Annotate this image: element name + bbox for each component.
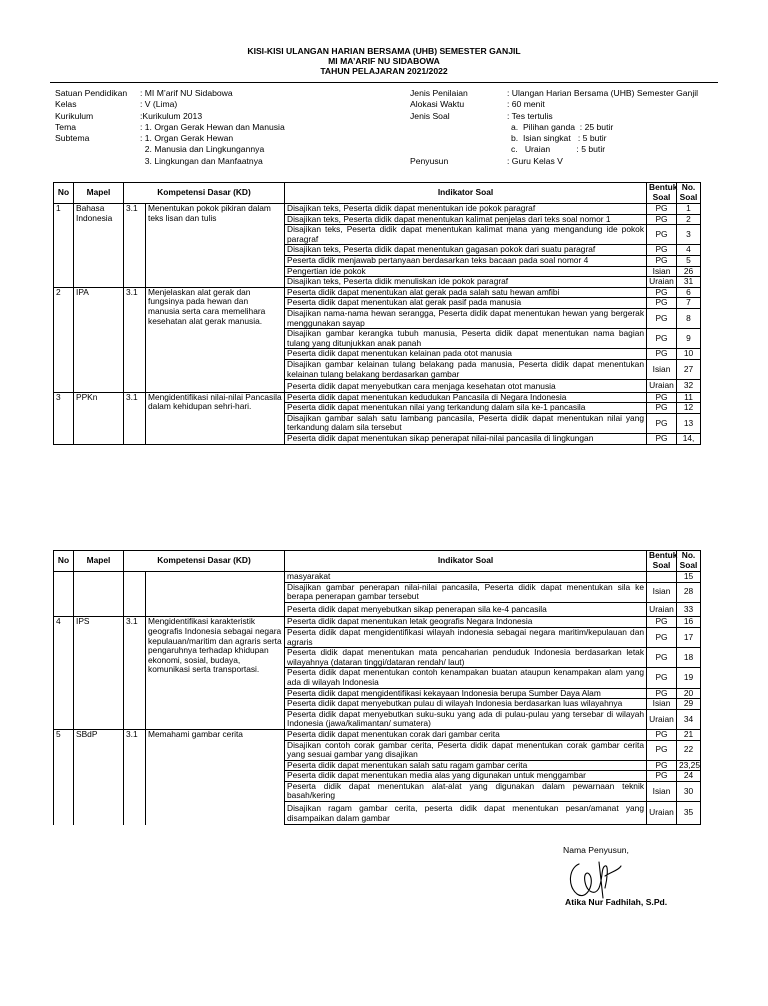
indicator-text: Pengertian ide pokok [285, 266, 647, 277]
col-bentuk: Bentuk Soal [647, 551, 677, 572]
indicator-text: Peserta didik dapat menentukan alat-alat yang digunakan dalam pewarnaan teknik basah/kering [285, 781, 647, 801]
indicator-text: Peserta didik dapat menentukan kedudukan Pancasila di Negara Indonesia [285, 392, 647, 403]
indicator-text: Peserta didik dapat menentukan contoh kenampakan buatan ataupun kenampakan alam yang ada di wilayah Indonesia [285, 668, 647, 688]
signer-name: Atika Nur Fadhilah, S.Pd. [565, 897, 668, 907]
table-header-row [54, 551, 701, 572]
row-no: 5 [54, 729, 74, 824]
col-no: No [54, 551, 74, 572]
question-number: 23,25 [677, 760, 701, 771]
row-kd-number: 3.1 [124, 287, 146, 392]
form-type: PG [647, 617, 677, 628]
question-number: 12 [677, 403, 701, 414]
indicator-text: Peserta didik dapat menentukan alat gerak pasif pada manusia [285, 298, 647, 309]
table-row [54, 204, 701, 215]
row-kd: Mengidentifikasi karakteristik geografis Indonesia sebagai negara kepulauan/maritim dan agraris serta pengaruhnya terhadap khidupan ekonomi, sosial, budaya, komunikasi serta transportasi. [146, 617, 285, 730]
form-type: PG [647, 688, 677, 699]
info-left: Satuan Pendidikan : MI M’arif NU Sidabowa Kelas : V (Lima) Kurikulum :Kurikulum 2013 Tema : 1. Organ Gerak Hewan dan Manusia Subtema : 1. Organ Gerak Hewan 2. Manusia dan Lingkungannya 3. Lingkungan dan Manfaatnya [55, 88, 285, 166]
form-type: PG [647, 434, 677, 445]
indicator-text: Peserta didik dapat menentukan salah satu ragam gambar cerita [285, 760, 647, 771]
indicator-text: Peserta didik dapat menentukan media alas yang digunakan untuk menggambar [285, 771, 647, 782]
row-kd: Menjelaskan alat gerak dan fungsinya pada hewan dan manusia serta cara memelihara kesehatan alat gerak manusia. [146, 287, 285, 392]
form-type: PG [647, 287, 677, 298]
indicator-text: Peserta didik dapat menentukan sikap penerapat nilai-nilai pancasila di lingkungan [285, 434, 647, 445]
question-number: 16 [677, 617, 701, 628]
form-type: PG [647, 308, 677, 328]
question-number: 15 [677, 572, 701, 583]
row-no: 1 [54, 204, 74, 288]
question-number: 24 [677, 771, 701, 782]
question-number: 2 [677, 214, 701, 225]
question-number: 1 [677, 204, 701, 215]
form-type: Isian [647, 266, 677, 277]
col-bentuk: Bentuk Soal [647, 183, 677, 204]
table-row [54, 392, 701, 403]
col-kd: Kompetensi Dasar (KD) [124, 183, 285, 204]
question-number: 4 [677, 245, 701, 256]
question-number: 19 [677, 668, 701, 688]
question-number: 9 [677, 329, 701, 349]
row-kd-number: 3.1 [124, 729, 146, 824]
col-mapel: Mapel [74, 183, 124, 204]
signature-label: Nama Penyusun, [563, 845, 629, 855]
kisi-table-page2 [53, 550, 701, 825]
indicator-text: Disajikan gambar salah satu lambang pancasila, Peserta didik dapat menentukan nilai yang terkandung dalam sila tersebut [285, 413, 647, 433]
form-type: PG [647, 214, 677, 225]
indicator-text: Disajikan gambar penerapan nilai-nilai pancasila, Peserta didik dapat menentukan sila ke berapa penerapan gambar tersebut [285, 582, 647, 602]
indicator-text: Peserta didik dapat menyebutkan sikap penerapan sila ke-4 pancasila [285, 602, 647, 617]
form-type: Uraian [647, 277, 677, 288]
col-no: No [54, 183, 74, 204]
row-no: 3 [54, 392, 74, 444]
form-type: PG [647, 668, 677, 688]
question-number: 3 [677, 225, 701, 245]
question-number: 35 [677, 802, 701, 825]
form-type: PG [647, 760, 677, 771]
row-kd-number: 3.1 [124, 204, 146, 288]
indicator-text: Disajikan teks, Peserta didik dapat menentukan kalimat mana yang mengandung ide pokok paragraf [285, 225, 647, 245]
form-type: Isian [647, 699, 677, 710]
indicator-text: Peserta didik dapat mengidentifikasi kekayaan Indonesia berupa Sumber Daya Alam [285, 688, 647, 699]
school-name: MI MA’ARIF NU SIDABOWA [328, 56, 440, 66]
col-nosoal: No. Soal [677, 183, 701, 204]
form-type: PG [647, 771, 677, 782]
question-number: 27 [677, 359, 701, 379]
question-number: 31 [677, 277, 701, 288]
indicator-text: Disajikan gambar kelainan tulang belakang pada manusia, Peserta didik dapat menentukan kelainan tulang belakang berdasarkan gambar [285, 359, 647, 379]
question-number: 28 [677, 582, 701, 602]
header-divider [50, 82, 718, 83]
indicator-text: Disajikan ragam gambar cerita, peserta didik dapat menentukan pesan/amanat yang disampaikan dalam gambar [285, 802, 647, 825]
indicator-text: Peserta didik dapat menyebutkan suku-suku yang ada di pulau-pulau yang tersebar di wilayah Indonesia (jawa/kalimantan/ sumatera) [285, 709, 647, 729]
form-type: PG [647, 403, 677, 414]
form-type: PG [647, 329, 677, 349]
indicator-text: Peserta didik dapat menentukan kelainan pada otot manusia [285, 349, 647, 360]
form-type: PG [647, 740, 677, 760]
form-type: PG [647, 413, 677, 433]
indicator-text: Peserta didik dapat menentukan letak geografis Negara Indonesia [285, 617, 647, 628]
row-no: 4 [54, 617, 74, 730]
indicator-text: Disajikan teks, Peserta didik dapat menentukan ide pokok paragraf [285, 204, 647, 215]
indicator-text: Peserta didik menjawab pertanyaan berdasarkan teks bacaan pada soal nomor 4 [285, 255, 647, 266]
form-type: Uraian [647, 380, 677, 393]
question-number: 13 [677, 413, 701, 433]
indicator-text: Disajikan contoh corak gambar cerita, Peserta didik dapat menentukan corak gambar cerita yang sesuai gambar yang disajikan [285, 740, 647, 760]
row-kd-number: 3.1 [124, 392, 146, 444]
question-number: 5 [677, 255, 701, 266]
indicator-text: Peserta didik dapat menyebutkan cara menjaga kesehatan otot manusia [285, 380, 647, 393]
form-type: Uraian [647, 802, 677, 825]
question-number: 11 [677, 392, 701, 403]
indicator-text: Disajikan teks, Peserta didik dapat menentukan kalimat penjelas dari teks soal nomor 1 [285, 214, 647, 225]
question-number: 34 [677, 709, 701, 729]
table-row [54, 729, 701, 740]
doc-title: KISI-KISI ULANGAN HARIAN BERSAMA (UHB) SEMESTER GANJIL [247, 46, 521, 56]
signature-scribble [565, 858, 625, 902]
indicator-text: Peserta didik dapat menentukan mata pencaharian penduduk Indonesia berdasarkan letak wilayahnya (dataran tinggi/dataran rendah/ laut) [285, 648, 647, 668]
question-number: 29 [677, 699, 701, 710]
row-kd: Memahami gambar cerita [146, 729, 285, 824]
question-number: 8 [677, 308, 701, 328]
table-row [54, 572, 701, 583]
indicator-text: Disajikan gambar kerangka tubuh manusia, Peserta didik dapat menentukan nama bagian tulang yang ditunjukkan anak panah [285, 329, 647, 349]
table-header-row [54, 183, 701, 204]
indicator-text: Peserta didik dapat menyebutkan pulau di wilayah Indonesia berdasarkan luas wilayahnya [285, 699, 647, 710]
question-number: 14, [677, 434, 701, 445]
form-type: Isian [647, 359, 677, 379]
question-number: 26 [677, 266, 701, 277]
form-type: PG [647, 225, 677, 245]
form-type: Uraian [647, 709, 677, 729]
question-number: 33 [677, 602, 701, 617]
row-no: 2 [54, 287, 74, 392]
indicator-text: Peserta didik dapat menentukan alat gerak pada salah satu hewan amfibi [285, 287, 647, 298]
info-right: Jenis Penilaian : Ulangan Harian Bersama (UHB) Semester Ganjil Alokasi Waktu : 60 menit Jenis Soal : Tes tertulis a. Pilihan ganda : 25 butir b. Isian singkat : 5 butir c. Uraian : 5 butir Penyusun : Guru Kelas V [410, 88, 699, 166]
form-type: Uraian [647, 602, 677, 617]
form-type: PG [647, 298, 677, 309]
form-type: PG [647, 204, 677, 215]
indicator-text: Peserta didik dapat menentukan nilai yang terkandung dalam sila ke-1 pancasila [285, 403, 647, 414]
form-type: PG [647, 392, 677, 403]
col-mapel: Mapel [74, 551, 124, 572]
question-number: 18 [677, 648, 701, 668]
form-type: Isian [647, 781, 677, 801]
table-row [54, 617, 701, 628]
table-row [54, 287, 701, 298]
form-type: PG [647, 729, 677, 740]
row-mapel: IPS [74, 617, 124, 730]
kisi-table-page1 [53, 182, 701, 445]
question-number: 22 [677, 740, 701, 760]
question-number: 7 [677, 298, 701, 309]
form-type: PG [647, 255, 677, 266]
row-kd: Menentukan pokok pikiran dalam teks lisan dan tulis [146, 204, 285, 288]
row-kd-number: 3.1 [124, 617, 146, 730]
indicator-text: Peserta didik dapat menentukan corak dari gambar cerita [285, 729, 647, 740]
question-number: 30 [677, 781, 701, 801]
question-number: 21 [677, 729, 701, 740]
row-mapel: Bahasa Indonesia [74, 204, 124, 288]
form-type: PG [647, 648, 677, 668]
form-type: PG [647, 627, 677, 647]
question-number: 10 [677, 349, 701, 360]
indicator-text: masyarakat [285, 572, 647, 583]
indicator-text: Disajikan teks, Peserta didik menuliskan ide pokok paragraf [285, 277, 647, 288]
row-mapel: SBdP [74, 729, 124, 824]
indicator-text: Disajikan teks, Peserta didik dapat menentukan gagasan pokok dari suatu paragraf [285, 245, 647, 256]
row-kd: Mengidentifikasi nilai-nilai Pancasila dalam kehidupan sehri-hari. [146, 392, 285, 444]
row-mapel: PPKn [74, 392, 124, 444]
question-number: 17 [677, 627, 701, 647]
col-indikator: Indikator Soal [285, 183, 647, 204]
academic-year: TAHUN PELAJARAN 2021/2022 [320, 66, 448, 76]
col-nosoal: No. Soal [677, 551, 701, 572]
question-number: 32 [677, 380, 701, 393]
form-type: PG [647, 245, 677, 256]
col-indikator: Indikator Soal [285, 551, 647, 572]
question-number: 6 [677, 287, 701, 298]
col-kd: Kompetensi Dasar (KD) [124, 551, 285, 572]
form-type: PG [647, 349, 677, 360]
form-type [647, 572, 677, 583]
question-number: 20 [677, 688, 701, 699]
indicator-text: Disajikan nama-nama hewan serangga, Peserta didik dapat menentukan hewan yang bergerak menggunakan sayap [285, 308, 647, 328]
row-mapel: IPA [74, 287, 124, 392]
indicator-text: Peserta didik dapat mengidentifikasi wilayah indonesia sebagai negara maritim/kepulauan dan agraris [285, 627, 647, 647]
form-type: Isian [647, 582, 677, 602]
